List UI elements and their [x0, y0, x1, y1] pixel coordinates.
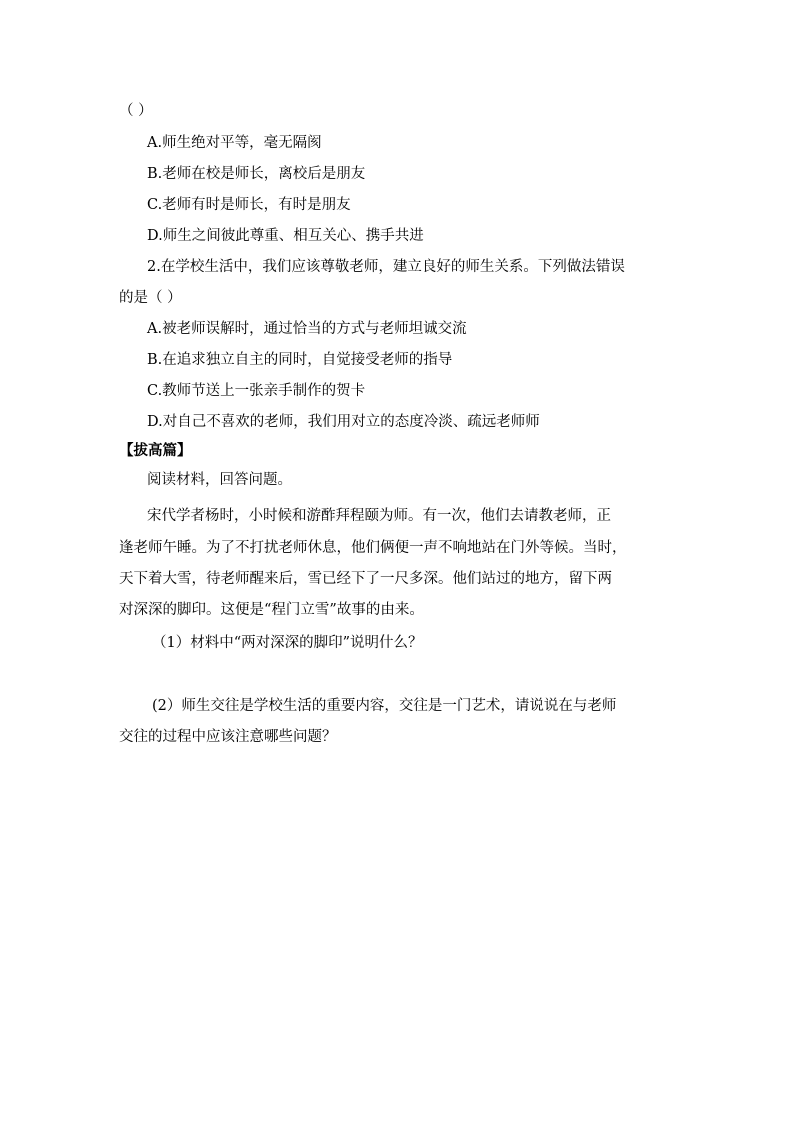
- question-2-line1: (2）师生交往是学校生活的重要内容，交往是一门艺术，请说说在与老师: [152, 698, 617, 714]
- question-2-line2: 交往的过程中应该注意哪些问题？: [119, 729, 337, 745]
- q2-option-b: B.在追求独立自主的同时，自觉接受老师的指导: [147, 352, 453, 368]
- q2-option-d: D.对自己不喜欢的老师，我们用对立的态度冷淡、疏远老师师: [147, 414, 540, 430]
- q2-stem-line1: 2.在学校生活中，我们应该尊敬老师，建立良好的师生关系。下列做法错误: [147, 259, 625, 275]
- passage-line-1: 宋代学者杨时，小时候和游酢拜程颐为师。有一次，他们去请教老师，正: [147, 508, 611, 524]
- passage-line-4: 对深深的脚印。这便是“程门立雪”故事的由来。: [119, 602, 424, 618]
- q2-option-a: A.被老师误解时，通过恰当的方式与老师坦诚交流: [147, 321, 467, 337]
- q1-option-d: D.师生之间彼此尊重、相互关心、携手共进: [147, 228, 424, 244]
- q2-stem-line2: 的是（ ）: [119, 290, 182, 306]
- q2-option-c: C.教师节送上一张亲手制作的贺卡: [147, 383, 366, 399]
- q1-answer-blank: （ ）: [119, 103, 153, 119]
- passage-line-2: 逢老师午睡。为了不打扰老师休息，他们俩便一声不响地站在门外等候。当时，: [119, 540, 627, 556]
- q1-option-a: A.师生绝对平等，毫无隔阂: [147, 135, 322, 151]
- reading-instruction: 阅读材料，回答问题。: [147, 472, 292, 488]
- question-1: （1）材料中“两对深深的脚印”说明什么？: [152, 635, 423, 651]
- q1-option-b: B.老师在校是师长，离校后是朋友: [147, 166, 366, 182]
- passage-line-3: 天下着大雪，待老师醒来后，雪已经下了一尺多深。他们站过的地方，留下两: [119, 571, 612, 587]
- section-heading: 【拔高篇】: [119, 442, 192, 459]
- q1-option-c: C.老师有时是师长，有时是朋友: [147, 197, 351, 213]
